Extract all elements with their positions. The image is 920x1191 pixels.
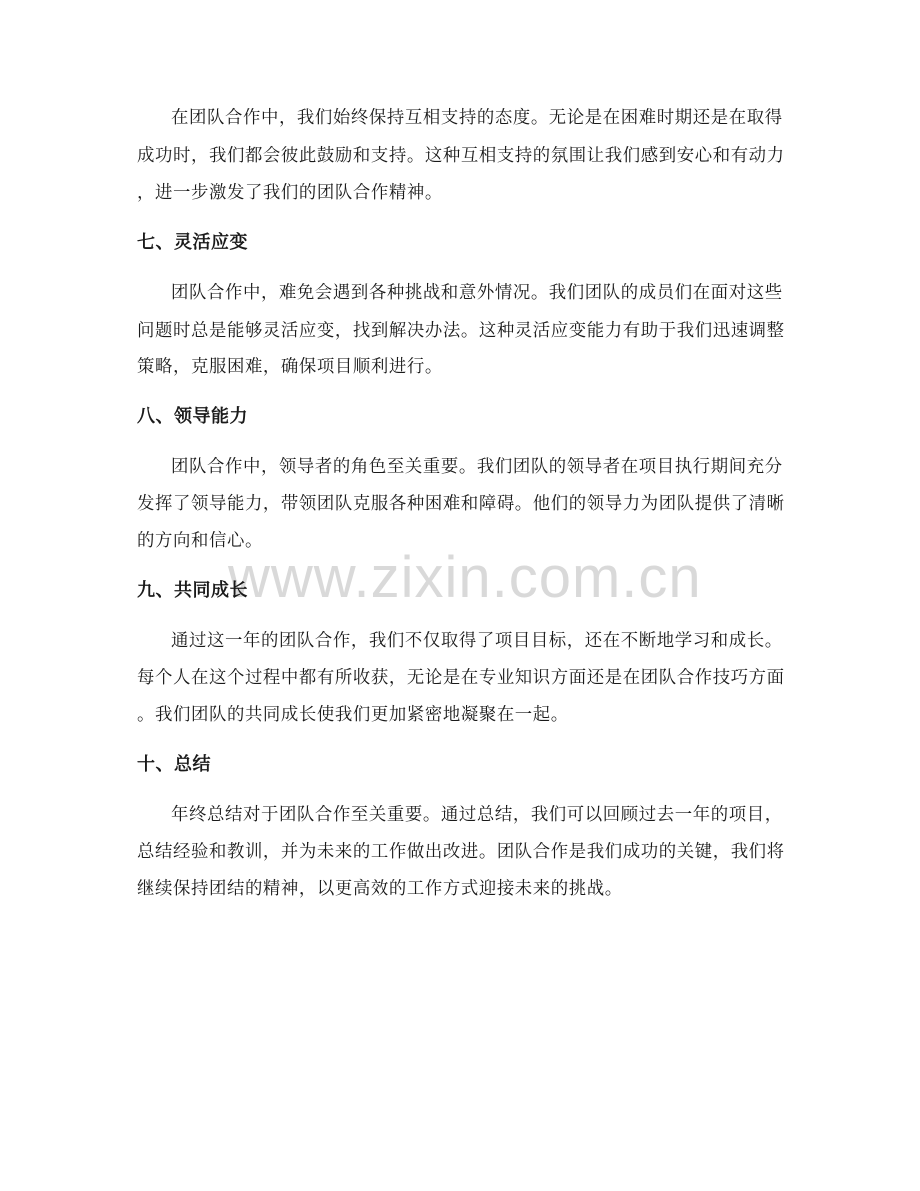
paragraph-line: ，进一步激发了我们的团队合作精神。 — [137, 183, 443, 203]
section-heading: 九、共同成长 — [137, 580, 248, 601]
paragraph-line: 通过这一年的团队合作，我们不仅取得了项目目标，还在不断地学习和成长。 — [171, 631, 783, 651]
paragraph-line: 成功时，我们都会彼此鼓励和支持。这种互相支持的氛围让我们感到安心和有动力 — [137, 146, 785, 166]
section-heading: 七、灵活应变 — [137, 232, 248, 253]
paragraph-line: 团队合作中，难免会遇到各种挑战和意外情况。我们团队的成员们在面对这些 — [171, 283, 783, 303]
paragraph-line: 的方向和信心。 — [137, 531, 263, 551]
paragraph-line: 继续保持团结的精神，以更高效的工作方式迎接未来的挑战。 — [137, 879, 623, 899]
paragraph-line: 年终总结对于团队合作至关重要。通过总结，我们可以回顾过去一年的项目， — [171, 805, 783, 825]
paragraph-line: 发挥了领导能力，带领团队克服各种困难和障碍。他们的领导力为团队提供了清晰 — [137, 494, 785, 514]
paragraph-line: 在团队合作中，我们始终保持互相支持的态度。无论是在困难时期还是在取得 — [171, 108, 783, 128]
paragraph-line: 策略，克服困难，确保项目顺利进行。 — [137, 357, 443, 377]
paragraph-line: 每个人在这个过程中都有所收获，无论是在专业知识方面还是在团队合作技巧方面 — [137, 668, 785, 688]
watermark: www.zixin.com.cn — [228, 545, 702, 610]
section-heading: 八、领导能力 — [137, 406, 248, 427]
paragraph-line: 。我们团队的共同成长使我们更加紧密地凝聚在一起。 — [137, 705, 569, 725]
paragraph-line: 团队合作中，领导者的角色至关重要。我们团队的领导者在项目执行期间充分 — [171, 457, 783, 477]
paragraph-line: 总结经验和教训，并为未来的工作做出改进。团队合作是我们成功的关键，我们将 — [137, 842, 785, 862]
section-heading: 十、总结 — [137, 754, 211, 775]
paragraph-line: 问题时总是能够灵活应变，找到解决办法。这种灵活应变能力有助于我们迅速调整 — [137, 321, 785, 341]
